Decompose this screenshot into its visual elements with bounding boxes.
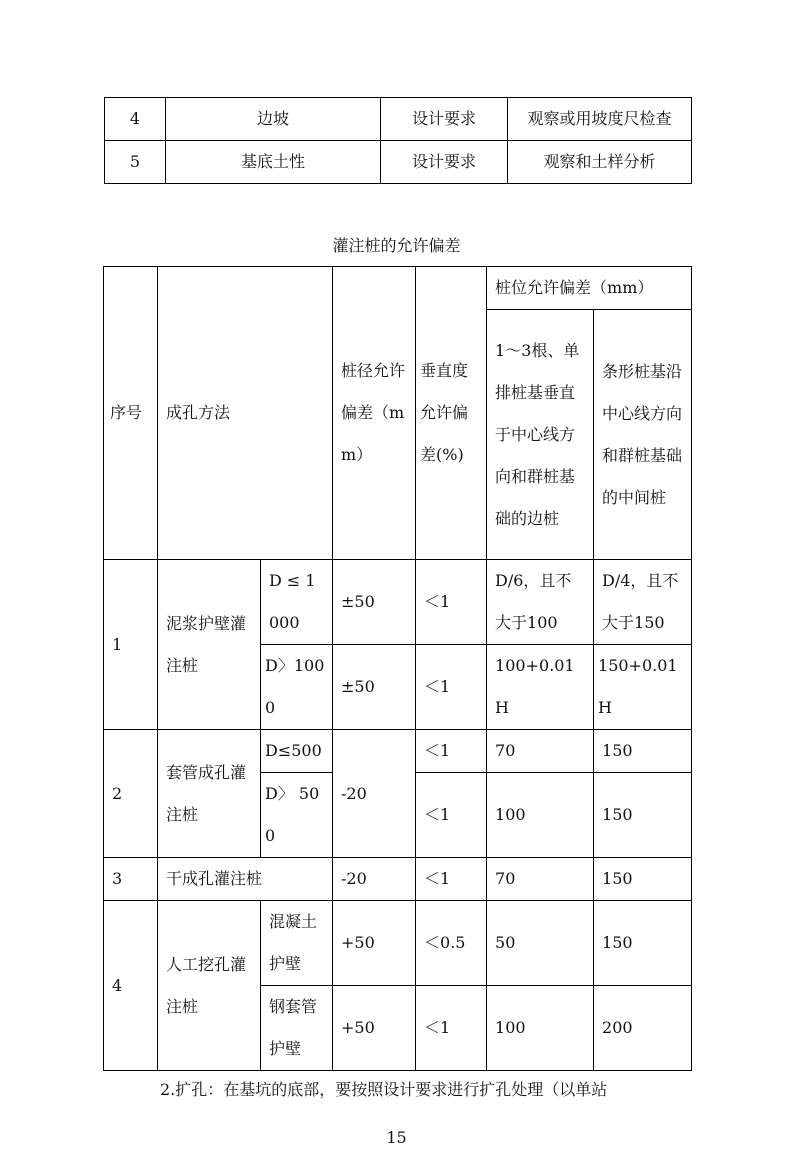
table-title: 灌注桩的允许偏差 <box>332 236 461 255</box>
pile-tolerance-table <box>103 266 692 1071</box>
cell-a: 100+0.01H <box>487 645 594 730</box>
cell-seq: 2 <box>104 730 158 858</box>
cell: 设计要求 <box>381 98 508 141</box>
cell-a: D/6，且不大于100 <box>487 560 594 645</box>
header-method: 成孔方法 <box>158 267 333 560</box>
cell-vertical: ＜1 <box>416 560 487 645</box>
cell-cond: D〉1000 <box>261 645 333 730</box>
cell-b: D/4，且不大于150 <box>594 560 692 645</box>
cell-diameter: -20 <box>333 730 416 858</box>
cell-cond: D〉 500 <box>261 773 333 858</box>
cell: 5 <box>105 141 166 184</box>
cell: 边坡 <box>166 98 381 141</box>
cell-seq: 4 <box>104 901 158 1071</box>
table-row <box>105 98 692 141</box>
cell-diameter: ±50 <box>333 560 416 645</box>
cell-vertical: ＜1 <box>416 773 487 858</box>
cell-cond: 钢套管护壁 <box>261 986 333 1071</box>
header-position-b: 条形桩基沿中心线方向和群桩基础的中间桩 <box>594 310 692 560</box>
cell-method: 干成孔灌注桩 <box>158 858 333 901</box>
cell-vertical: ＜1 <box>416 858 487 901</box>
header-diameter: 桩径允许偏差（mm） <box>333 267 416 560</box>
cell-diameter: ±50 <box>333 645 416 730</box>
page-number: 15 <box>386 1128 407 1147</box>
body-paragraph: 2.扩孔：在基坑的底部，要按照设计要求进行扩孔处理（以单站 <box>160 1080 608 1099</box>
cell-a: 70 <box>487 730 594 773</box>
cell-b: 150+0.01H <box>594 645 692 730</box>
table-row <box>104 730 692 773</box>
inspection-table <box>104 97 692 184</box>
table-row <box>104 560 692 645</box>
table-row <box>104 901 692 986</box>
cell: 观察或用坡度尺检查 <box>508 98 692 141</box>
header-position-a: 1～3根、单排桩基垂直于中心线方向和群桩基础的边桩 <box>487 310 594 560</box>
cell-a: 100 <box>487 773 594 858</box>
cell-cond: D≤500 <box>261 730 333 773</box>
cell: 4 <box>105 98 166 141</box>
header-vertical: 垂直度允许偏差(%) <box>416 267 487 560</box>
cell: 设计要求 <box>381 141 508 184</box>
header-row <box>104 267 692 310</box>
cell-cond: D ≤ 1000 <box>261 560 333 645</box>
cell-vertical: ＜1 <box>416 645 487 730</box>
cell: 基底土性 <box>166 141 381 184</box>
cell-cond: 混凝土护壁 <box>261 901 333 986</box>
cell-a: 70 <box>487 858 594 901</box>
cell-vertical: ＜1 <box>416 730 487 773</box>
cell-method: 泥浆护壁灌注桩 <box>158 560 261 730</box>
header-position: 桩位允许偏差（mm） <box>487 267 692 310</box>
cell-diameter: -20 <box>333 858 416 901</box>
cell: 观察和土样分析 <box>508 141 692 184</box>
cell-b: 150 <box>594 858 692 901</box>
cell-diameter: +50 <box>333 901 416 986</box>
cell-a: 50 <box>487 901 594 986</box>
cell-method: 套管成孔灌注桩 <box>158 730 261 858</box>
cell-seq: 3 <box>104 858 158 901</box>
cell-b: 150 <box>594 901 692 986</box>
table-row <box>104 858 692 901</box>
cell-b: 200 <box>594 986 692 1071</box>
cell-vertical: ＜0.5 <box>416 901 487 986</box>
header-seq: 序号 <box>104 267 158 560</box>
cell-seq: 1 <box>104 560 158 730</box>
cell-diameter: +50 <box>333 986 416 1071</box>
cell-b: 150 <box>594 773 692 858</box>
cell-method: 人工挖孔灌注桩 <box>158 901 261 1071</box>
cell-b: 150 <box>594 730 692 773</box>
cell-vertical: ＜1 <box>416 986 487 1071</box>
table-row <box>105 141 692 184</box>
cell-a: 100 <box>487 986 594 1071</box>
